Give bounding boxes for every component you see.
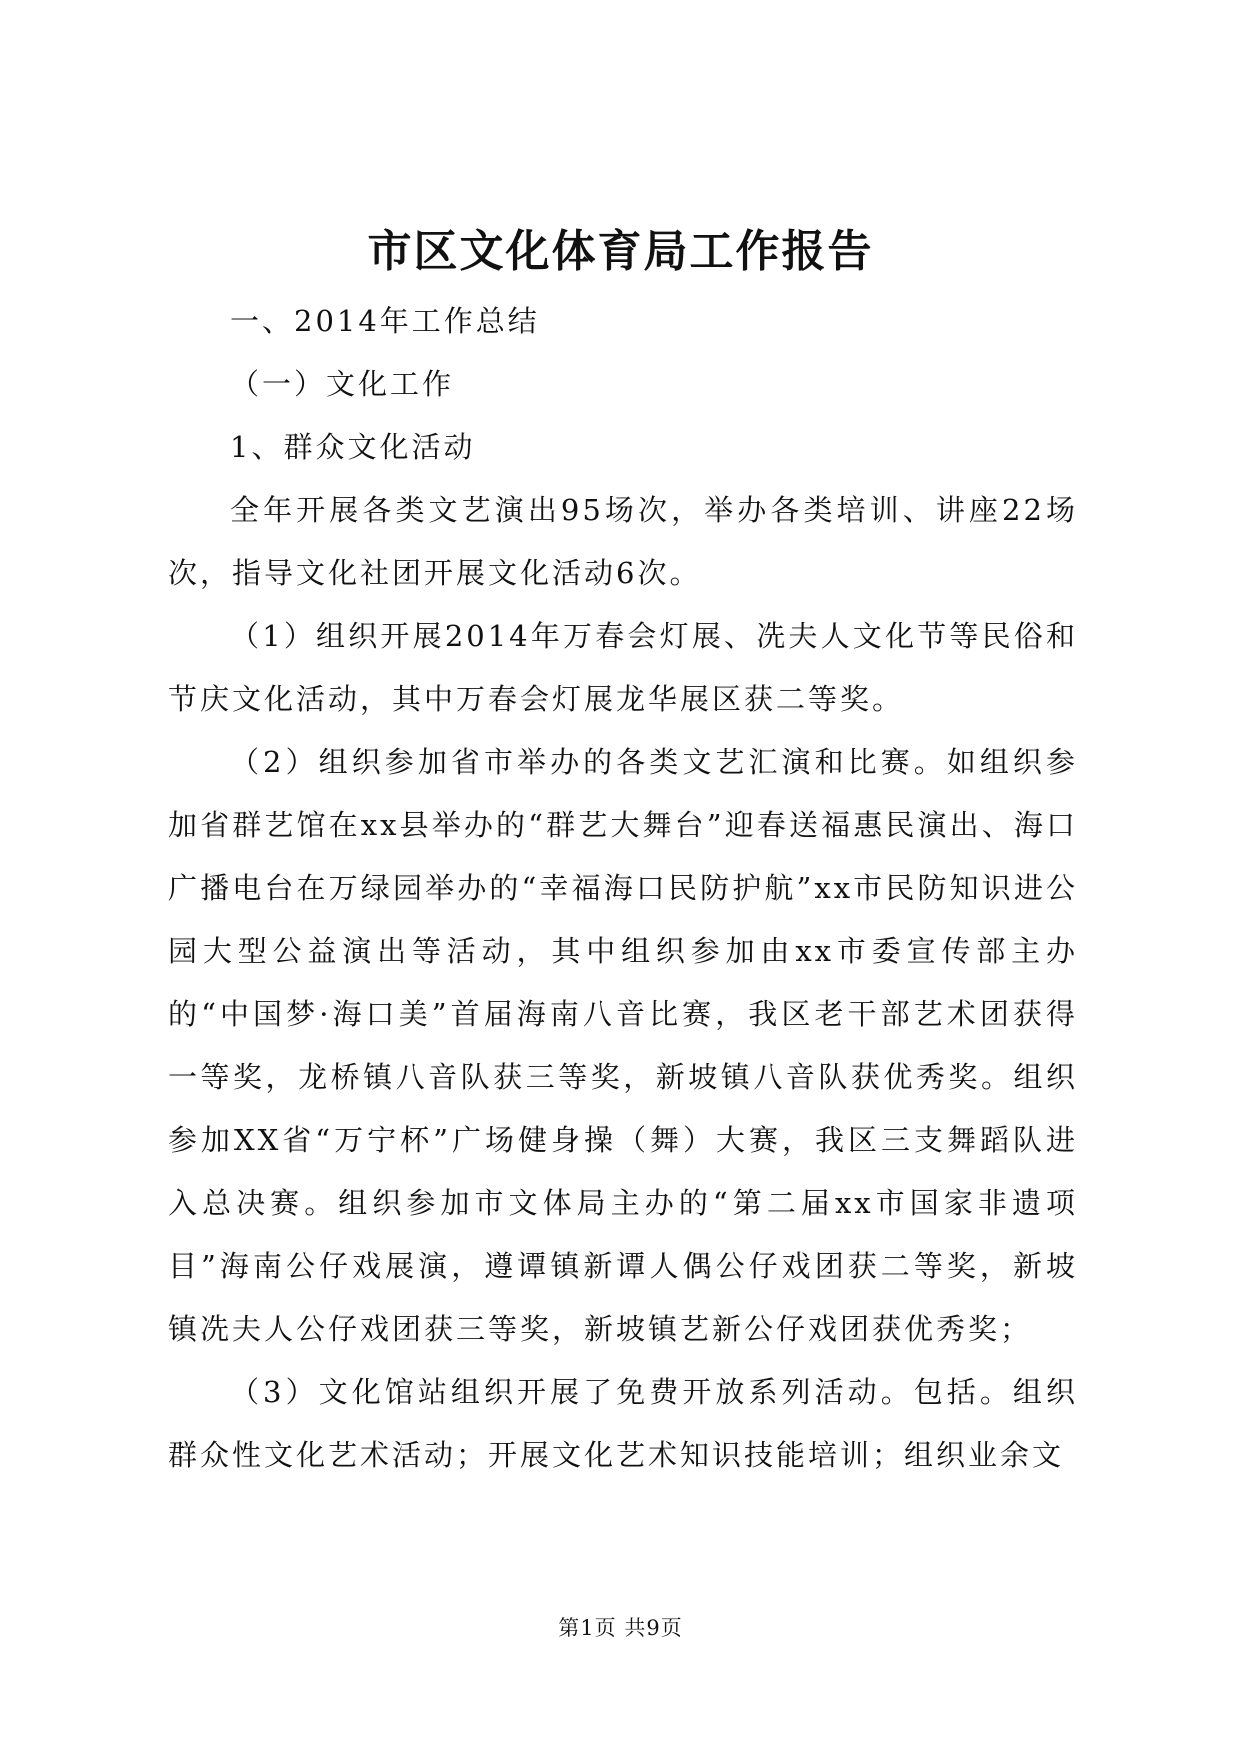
section-heading: 一、2014年工作总结	[230, 304, 540, 338]
item-heading: 1、群众文化活动	[230, 430, 476, 464]
page-number: 第1页 共9页	[558, 1616, 683, 1640]
paragraph: 全年开展各类文艺演出95场次，举办各类培训、讲座22场次，指导文化社团开展文化活动6次。	[168, 493, 1078, 590]
paragraph: （2）组织参加省市举办的各类文艺汇演和比赛。如组织参加省群艺馆在xx县举办的“群艺大舞台”迎春送福惠民演出、海口广播电台在万绿园举办的“幸福海口民防护航”xx市民防知识进公园大型公益演出等活动，其中组织参加由xx市委宣传部主办的“中国梦·海口美”首届海南八音比赛，我区老干部艺术团获得一等奖，龙桥镇八音队获三等奖，新坡镇八音队获优秀奖。组织参加XX省“万宁杯”广场健身操（舞）大赛，我区三支舞蹈队进入总决赛。组织参加市文体局主办的“第二届xx市国家非遗项目”海南公仔戏展演，遵谭镇新谭人偶公仔戏团获二等奖，新坡镇冼夫人公仔戏团获三等奖，新坡镇艺新公仔戏团获优秀奖；	[168, 745, 1078, 1346]
document-title: 市区文化体育局工作报告	[367, 226, 874, 277]
paragraph: （3）文化馆站组织开展了免费开放系列活动。包括。组织群众性文化艺术活动；开展文化艺术知识技能培训；组织业余文	[168, 1375, 1078, 1472]
subsection-heading: （一）文化工作	[230, 367, 455, 401]
paragraph: （1）组织开展2014年万春会灯展、冼夫人文化节等民俗和节庆文化活动，其中万春会灯展龙华展区获二等奖。	[168, 619, 1078, 716]
document-body	[168, 290, 1078, 1487]
